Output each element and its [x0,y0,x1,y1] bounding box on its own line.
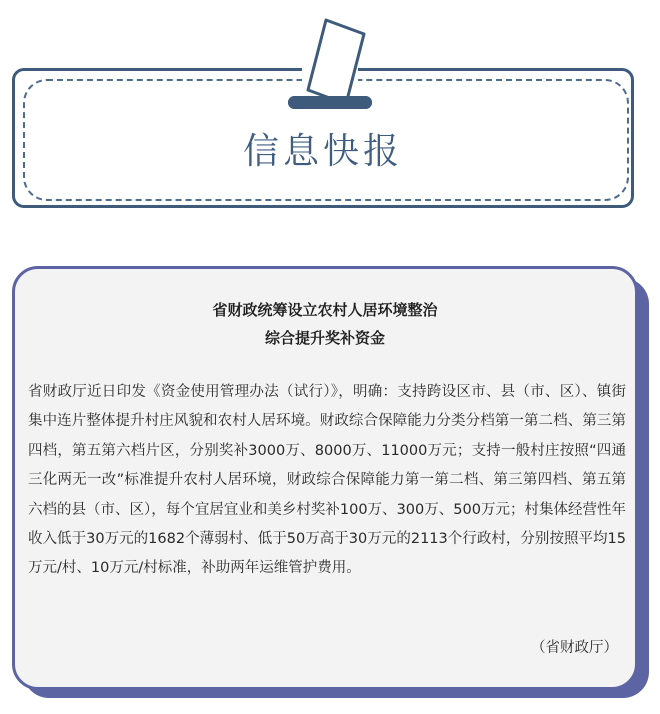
article-title [12,296,638,352]
article-body: 省财政厅近日印发《资金使用管理办法（试行）》，明确：支持跨设区市、县（市、区）、镇街集中连片整体提升村庄风貌和农村人居环境。财政综合保障能力分类分档第一第二档、第三第四档，第五第六档片区，分别奖补3000万、8000万、11000万元；支持一般村庄按照“四通三化两无一改”标准提升农村人居环境，财政综合保障能力第一第二档、第三第四档、第五第六档的县（市、区），每个宜居宜业和美乡村奖补100万、300万、500万元；村集体经营性年收入低于30万元的1682个薄弱村、低于50万高于30万元的2113个行政村，分别按照平均15万元/村、10万元/村标准，补助两年运维管护费用。 [28,384,626,577]
page-title: 信息快报 [242,131,403,172]
article-source: （省财政厅） [531,640,618,656]
article-title-line-1: 省财政统筹设立农村人居环境整治 [212,301,438,319]
article-title-line-2: 综合提升奖补资金 [264,329,385,347]
ballot-box-icon [280,14,380,114]
